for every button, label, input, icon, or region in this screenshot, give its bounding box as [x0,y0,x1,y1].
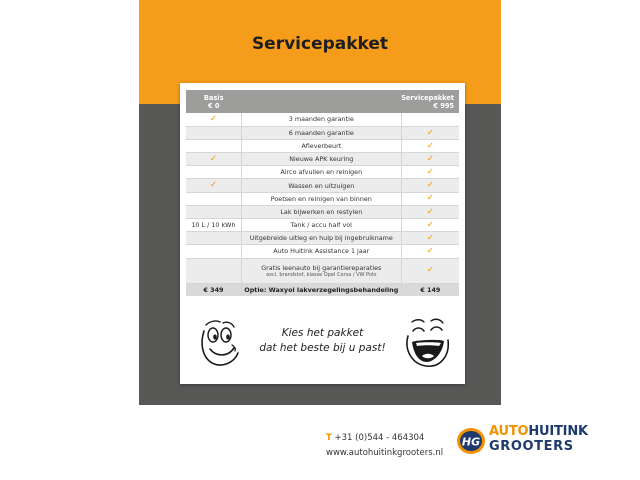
service-item-label: Tank / accu half vol [290,221,352,230]
check-icon: ✓ [426,167,434,178]
cell-service [401,139,459,152]
service-item-label: Poetsen en reinigen van binnen [270,194,372,203]
option-service-price: € 149 [401,283,459,296]
cell-service [401,219,459,232]
slogan-line-2: dat het beste bij u past! [259,342,386,354]
service-item-label: 3 maanden garantie [288,115,354,124]
cell-basis [186,232,241,245]
check-icon: ✓ [209,153,218,164]
table-row [186,113,459,126]
cell-service [401,192,459,205]
table-row [186,219,459,232]
cell-service [401,153,459,166]
header-service-label: Servicepakket [401,93,454,102]
table-body [186,113,459,296]
company-logo [456,424,588,458]
cell-basis [186,113,241,126]
service-item-label: 6 maanden garantie [288,128,354,137]
option-name: Optie: Waxyol lakverzegelingsbehandeling [241,283,401,296]
cell-service [401,166,459,179]
table-row [186,232,459,245]
cell-name [241,192,401,205]
cell-name [241,126,401,139]
cell-service [401,179,459,192]
cell-name [241,139,401,152]
cell-name [241,258,401,283]
contact-block [326,431,443,461]
cell-name [241,219,401,232]
logo-auto: AUTO [489,424,529,439]
cell-basis [186,258,241,283]
cell-basis [186,153,241,166]
check-icon: ✓ [426,193,434,204]
header-name [241,90,401,113]
website-link[interactable]: www.autohuitinkgrooters.nl [326,448,444,458]
check-icon: ✓ [209,114,218,125]
cell-service [401,126,459,139]
header-service-price: € 995 [433,101,454,110]
service-item-label: Lak bijwerken en restylen [280,207,363,216]
cell-service [401,205,459,218]
check-icon: ✓ [426,180,434,191]
service-item-label: Nieuwe APK keuring [289,155,354,164]
smiley-right-icon [402,316,452,370]
header-basis-label: Basis [203,93,224,102]
check-icon: ✓ [209,180,218,191]
cell-basis [186,192,241,205]
cell-service [401,232,459,245]
table-row [186,166,459,179]
hg-logo-icon [456,426,486,456]
cell-name [241,179,401,192]
logo-mark-text: HG [461,435,481,449]
service-table [186,90,459,296]
header-service [401,90,459,113]
table-row [186,258,459,283]
cell-basis: 10 L / 10 kWh [186,219,241,232]
cell-name [241,245,401,258]
cell-basis [186,126,241,139]
cell-basis [186,139,241,152]
table-row [186,245,459,258]
table-row [186,153,459,166]
check-icon: ✓ [426,246,434,257]
phone-line [326,431,443,446]
service-item-label: Airco afvullen en reinigen [280,168,363,177]
phone-label: T [326,433,332,443]
table-header-row [186,90,459,113]
logo-line-1 [489,424,588,439]
cell-name [241,205,401,218]
service-item-label: Uitgebreide uitleg en hulp bij ingebruikname [249,234,393,243]
service-card [180,83,465,384]
header-basis [186,90,241,113]
logo-line-2: GROOTERS [489,439,574,454]
table-row [186,179,459,192]
cell-basis [186,245,241,258]
cell-name [241,113,401,126]
option-basis-price: € 349 [186,283,241,296]
check-icon: ✓ [426,140,434,151]
option-row [186,283,459,296]
table-row [186,192,459,205]
service-item-label: Afleverbeurt [301,141,342,150]
page-title: Servicepakket [251,34,389,54]
slogan [235,326,410,356]
check-icon: ✓ [426,127,434,138]
cell-basis [186,205,241,218]
cell-service [401,113,459,126]
cell-name [241,153,401,166]
slogan-line-1: Kies het pakket [281,327,364,339]
table-row [186,126,459,139]
check-icon: ✓ [426,153,434,164]
check-icon: ✓ [426,233,434,244]
service-item-label: Wassen en uitzuigen [288,181,355,190]
cell-basis [186,179,241,192]
check-icon: ✓ [426,219,434,230]
logo-huitink: HUITINK [528,424,588,439]
header-basis-price: € 0 [207,101,220,110]
cell-service [401,258,459,283]
check-icon: ✓ [426,206,434,217]
service-item-label: Gratis leenauto bij garantiereparaties [261,263,382,272]
cell-basis [186,166,241,179]
table-row [186,205,459,218]
service-item-subtext: excl. brandstof, klasse Opel Corsa / VW Polo [266,271,377,278]
table-row [186,139,459,152]
flyer-page [139,0,588,480]
check-icon: ✓ [426,265,434,276]
cell-service [401,245,459,258]
cell-name [241,166,401,179]
cell-name [241,232,401,245]
phone-number[interactable]: +31 (0)544 - 464304 [334,433,425,443]
service-item-label: Auto Huitink Assistance 1 jaar [273,247,370,256]
